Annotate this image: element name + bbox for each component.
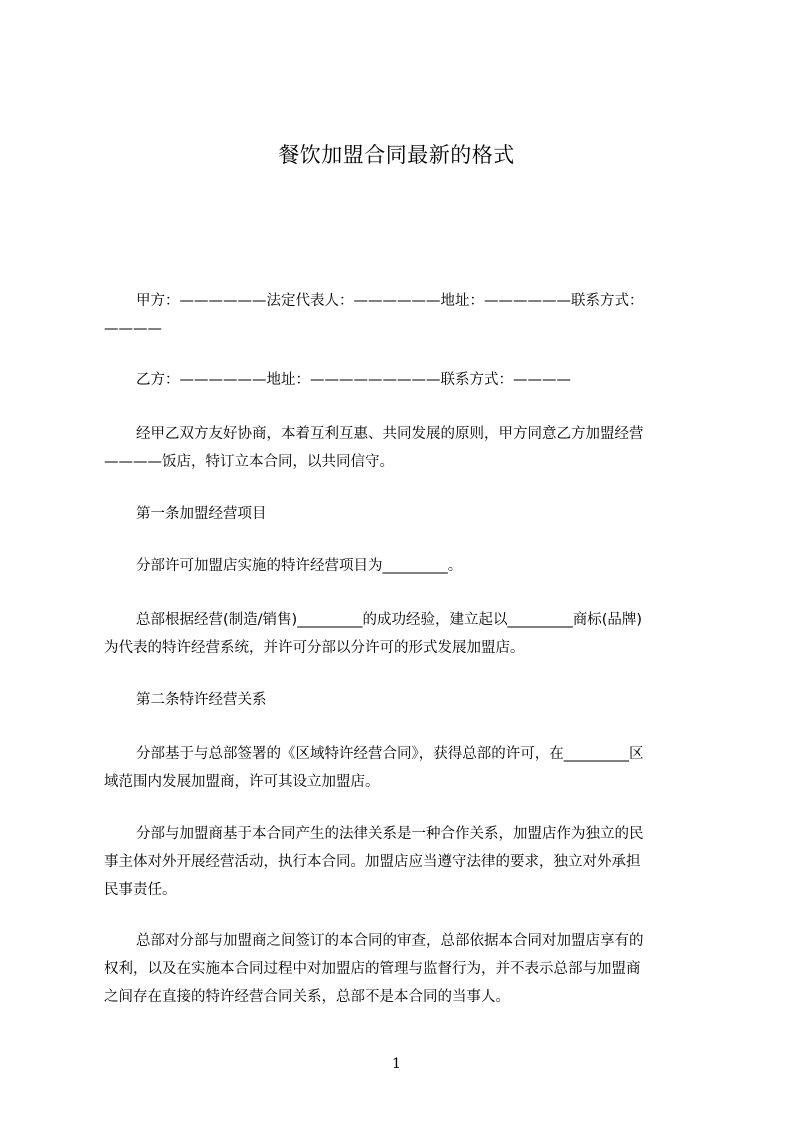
article-1-clause-2 <box>104 606 700 662</box>
document-title: 餐饮加盟合同最新的格式 <box>278 143 515 167</box>
page-number: 1 <box>392 1056 401 1072</box>
paragraph-line: 乙方：——————地址：—————————联系方式：———— <box>136 372 571 388</box>
paragraph-line: 甲方：——————法定代表人：——————地址：——————联系方式： <box>136 293 644 309</box>
paragraph-line: 分部与加盟商基于本合同产生的法律关系是一种合作关系，加盟店作为独立的民 <box>136 826 644 842</box>
preamble-paragraph <box>104 420 700 476</box>
paragraph-line: 为代表的特许经营系统，并许可分部以分许可的形式发展加盟店。 <box>104 640 525 656</box>
paragraph-line: 总部对分部与加盟商之间签订的本合同的审查，总部依据本合同对加盟店享有的 <box>136 933 644 949</box>
paragraph-line: 总部根据经营(制造/销售)_________的成功经验，建立起以_________商标(品牌) <box>136 612 643 628</box>
paragraph-line: 域范围内发展加盟商，许可其设立加盟店。 <box>104 774 380 790</box>
paragraph-line: 民事责任。 <box>104 882 177 898</box>
article-1-heading <box>104 500 700 528</box>
paragraph-line: 权利，以及在实施本合同过程中对加盟店的管理与监督行为，并不表示总部与加盟商 <box>104 961 641 977</box>
paragraph-line: 第二条特许经营关系 <box>136 692 267 708</box>
paragraph-line: 分部许可加盟店实施的特许经营项目为_________。 <box>136 558 463 574</box>
paragraph-line: ———— <box>104 321 162 337</box>
party-b-paragraph <box>104 366 700 394</box>
paragraph-line: ————饭店，特订立本合同，以共同信守。 <box>104 454 394 470</box>
paragraph-line: 经甲乙双方友好协商，本着互利互惠、共同发展的原则，甲方同意乙方加盟经营 <box>136 426 644 442</box>
article-2-heading <box>104 686 700 714</box>
party-a-paragraph <box>104 287 700 343</box>
article-2-clause-2 <box>104 820 700 904</box>
paragraph-line: 分部基于与总部签署的《区域特许经营合同》，获得总部的许可，在_________区 <box>136 746 644 762</box>
paragraph-line: 之间存在直接的特许经营合同关系，总部不是本合同的当事人。 <box>104 989 510 1005</box>
paragraph-line: 事主体对外开展经营活动，执行本合同。加盟店应当遵守法律的要求，独立对外承担 <box>104 854 641 870</box>
article-2-clause-1 <box>104 740 700 796</box>
paragraph-line: 第一条加盟经营项目 <box>136 506 267 522</box>
article-2-clause-3 <box>104 927 700 1011</box>
article-1-clause-1 <box>104 552 700 580</box>
